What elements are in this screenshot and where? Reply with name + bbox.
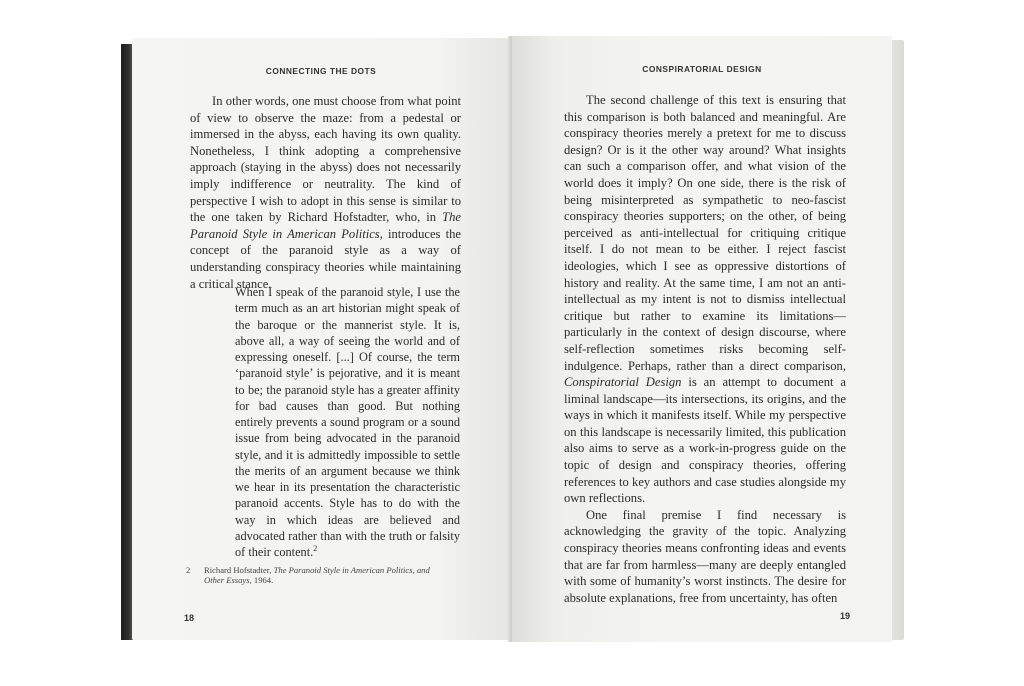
right-body-text [564, 92, 846, 606]
left-body-text [190, 93, 461, 292]
quote-text: When I speak of the paranoid style, I use the term much as an art historian might speak of the baroque or the mannerist style. It is, above all, a way of seeing the world and of expressing oneself. [...] Of course, the term ‘paranoid style’ is pejorative, and it is meant to be; the paranoid style has a greater affinity for bad causes than good. But nothing entirely prevents a sound program or a sound issue from being advocated in the paranoid style, and it is admittedly impossible to settle the merits of an argument because we think we hear in its presentation the characteristic paranoid accents. Style has to do with the way in which ideas are believed and advocated rather than with the truth or falsity of their content.$^2$ [235, 285, 460, 559]
block-quote [235, 284, 460, 560]
footnote-marker: 2 [313, 543, 318, 553]
left-page [132, 38, 514, 640]
footnote-text: Richard Hofstadter, The Paranoid Style in American Politics, and Other Essays, 1964. [204, 565, 430, 586]
footnote-number: 2 [186, 565, 191, 575]
publication-title: Conspiratorial Design [564, 375, 682, 390]
right-paragraph-2: One final premise I find necessary is acknowledging the gravity of the topic. Analyzing conspiracy theories means confronting ideas and events that are far from harmless—many are deeply entangled with some of humanity’s worst instincts. The desire for absolute explanations, free from uncertainty, has often [564, 507, 846, 605]
left-paragraph: In other words, one must choose from what point of view to observe the maze: from a pedestal or immersed in the abyss, each having its own quality. Nonetheless, I think adopting a comprehensive approach (staying in the abyss) does not necessarily imply indifference or neutrality. The kind of perspective I wish to adopt in this sense is similar to the one taken by Richard Hofstadter, who, in The Paranoid Style in American Politics, introduces the concept of the paranoid style as a way of understanding conspiracy theories while maintaining a critical stance. [190, 94, 461, 291]
right-page [512, 36, 892, 642]
left-running-head: CONNECTING THE DOTS [265, 66, 377, 76]
right-page-number: 19 [840, 611, 851, 621]
book-title: The Paranoid Style in American Politics [190, 210, 461, 241]
right-running-head: CONSPIRATORIAL DESIGN [642, 64, 762, 74]
right-paragraph-1: The second challenge of this text is ensuring that this comparison is both balanced and meaningful. Are conspiracy theories merely a pretext for me to discuss design? Or is it the other way around? What insights can such a comparison offer, and what vision of the world does it imply? On one side, there is the risk of being misinterpreted as sympathetic to neo-fascist conspiracy theories supporters; on the other, of being perceived as anti-intellectual for critiquing critique itself. I do not mean to be either. I reject fascist ideologies, which I see as oppressive distortions of history and reality. At the same time, I am not an anti-intellectual as my intent is not to dismiss intellectual critique but rather to examine its limitations—particularly in the context of design discourse, where self-reflection sometimes risks becoming self-indulgence. Perhaps, rather than a direct comparison, Conspiratorial Design is an attempt to document a liminal landscape—its intersections, its origins, and the ways in which it manifests itself. While my perspective on this landscape is necessarily limited, this publication also aims to serve as a work-in-progress guide on the topic of design and conspiracy theories, offering references to key authors and case studies alongside my own reflections. [564, 93, 846, 506]
left-page-number: 18 [184, 613, 195, 623]
